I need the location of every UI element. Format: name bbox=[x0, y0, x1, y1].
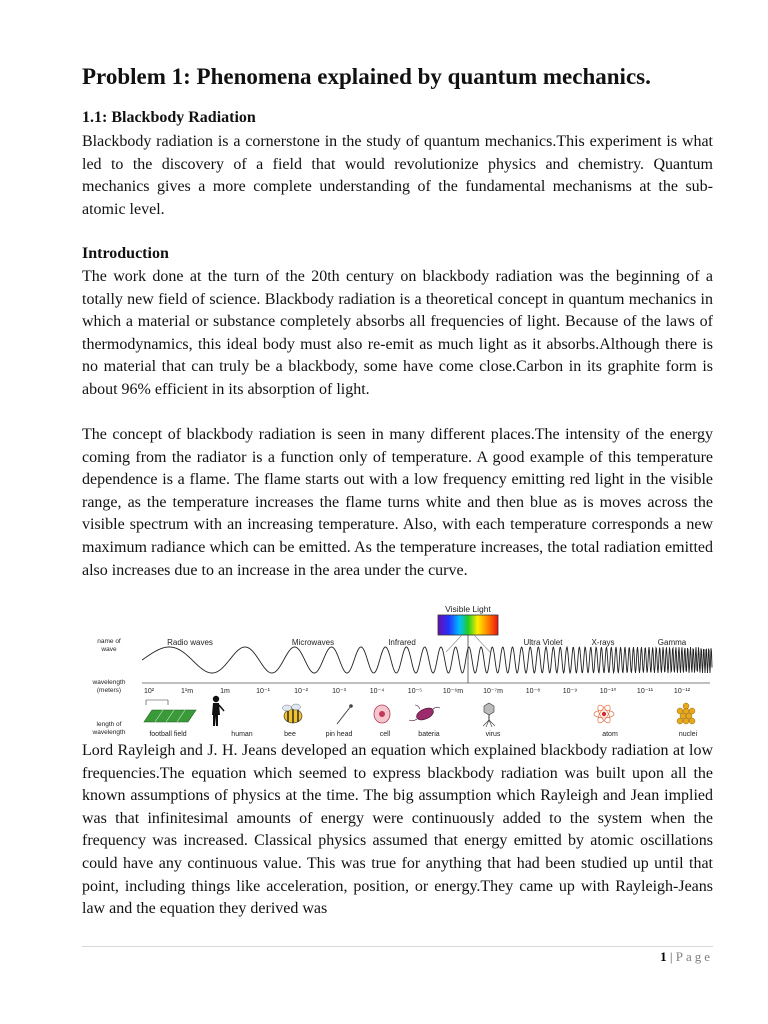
object-label: atom bbox=[602, 731, 618, 738]
wave-name-microwaves: Microwaves bbox=[291, 638, 335, 647]
human-icon bbox=[212, 696, 224, 726]
wavelength-tick: 10² bbox=[143, 688, 155, 695]
object-label: virus bbox=[485, 731, 501, 738]
page-number: 1 bbox=[660, 949, 667, 964]
row-label-length-1: length of bbox=[96, 721, 122, 728]
object-label: cell bbox=[379, 731, 391, 738]
football-field-icon bbox=[144, 700, 196, 722]
wave-name-gamma: Gamma bbox=[657, 638, 687, 647]
wave-name-ultraviolet: Ultra Violet bbox=[523, 638, 563, 647]
page-separator: | bbox=[669, 949, 673, 964]
wavelength-tick: 10⁻¹ bbox=[256, 688, 270, 695]
object-label: nuclei bbox=[678, 731, 698, 738]
visible-light-label: Visible Light bbox=[445, 604, 491, 614]
bee-icon bbox=[283, 704, 303, 723]
document-title: Problem 1: Phenomena explained by quantum mechanics. bbox=[82, 64, 651, 89]
page-word: Page bbox=[675, 949, 713, 964]
object-label: football field bbox=[149, 731, 187, 738]
row-label-wave-2: wave bbox=[101, 646, 117, 653]
atom-icon bbox=[594, 703, 614, 724]
cell-icon bbox=[374, 705, 390, 723]
electromagnetic-spectrum-figure bbox=[82, 602, 713, 740]
wavelength-tick: 10⁻⁵ bbox=[407, 688, 423, 695]
object-label: bee bbox=[284, 731, 296, 738]
visible-light-bar bbox=[438, 615, 498, 635]
wave-name-radio: Radio waves bbox=[167, 638, 213, 647]
bacteria-icon bbox=[409, 705, 440, 722]
paragraph-introduction-1: The work done at the turn of the 20th century on blackbody radiation was the beginning of a totally new field of science. Blackbody radiation is a theoretical concept in quantum mechanics in which a material or substance completely absorbs all frequencies of light. Because of the laws of thermodynamics, this ideal body must also re-emit as much light as it absorbs.Although there is no material that can truly be a blackbody, some have come close.Carbon in its graphite form is about 96% efficient in its absorption of light. bbox=[82, 268, 713, 398]
nuclei-icon bbox=[677, 703, 695, 724]
pin-head-icon bbox=[337, 704, 353, 724]
object-label: human bbox=[231, 731, 253, 738]
wavelength-tick: 10⁻¹² bbox=[673, 688, 691, 695]
section-heading-blackbody: 1.1: Blackbody Radiation bbox=[82, 109, 256, 126]
wavelength-tick: 10⁻⁹ bbox=[562, 688, 578, 695]
page-footer bbox=[660, 949, 713, 965]
virus-icon bbox=[483, 703, 495, 727]
paragraph-rayleigh-jeans: Lord Rayleigh and J. H. Jeans developed an equation which explained blackbody radiation at low frequencies.The equation which seemed to express blackbody radiation was built upon all the known assumptions of physics at the time. The big assumption which Rayleigh and Jean implied was that infinitesimal amounts of energy were continuously added to the system when the frequency was increased. Classical physics assumed that energy emitted by atomic oscillations could have any continuous value. This was true for anything that had been studied up until that point, including things like acceleration, position, or energy.They came up with Rayleigh-Jeans law and the equation they derived was bbox=[82, 742, 713, 918]
paragraph-introduction-2: The concept of blackbody radiation is seen in many different places.The intensity of the energy coming from the radiator is a function only of temperature. A good example of this temperature dependence is a flame. The flame starts out with a low frequency emitting red light in the visible range, as the temperature increases the flame turns white and then blue as is moves across the visible spectrum with an increasing temperature. Also, with each temperature corresponds a new maximum radiance which can be emitted. As the temperature increases, the total radiation emitted also increases due to an increase in the area under the curve. bbox=[82, 426, 713, 579]
row-label-length-2: wavelength bbox=[92, 729, 126, 736]
footer-divider bbox=[82, 946, 713, 947]
paragraph-blackbody: Blackbody radiation is a cornerstone in the study of quantum mechanics.This experiment is what led to the discovery of a field that would revolutionize physics and chemistry. Quantum mechanics gives a more complete understanding of the fundamental mechanisms at the sub-atomic level. bbox=[82, 133, 713, 218]
wave-curve bbox=[142, 647, 712, 673]
wavelength-tick: 10⁻⁷m bbox=[483, 688, 503, 695]
object-label: pin head bbox=[325, 731, 353, 738]
wavelength-tick: 10⁻⁶m bbox=[442, 688, 464, 695]
section-heading-introduction: Introduction bbox=[82, 245, 169, 262]
wave-name-xrays: X-rays bbox=[591, 638, 615, 647]
row-label-wavelength-1: wavelength bbox=[92, 679, 126, 686]
wavelength-tick: 10⁻⁴ bbox=[369, 688, 385, 695]
row-label-wave-1: name of bbox=[97, 638, 121, 645]
wave-name-infrared: Infrared bbox=[388, 638, 416, 647]
wavelength-tick: 1¹m bbox=[180, 688, 194, 695]
row-label-wavelength-2: (meters) bbox=[96, 687, 122, 694]
object-label: bateria bbox=[418, 731, 440, 738]
wavelength-tick: 10⁻¹⁰ bbox=[599, 688, 617, 695]
wavelength-tick: 10⁻³ bbox=[332, 688, 346, 695]
wavelength-tick: 10⁻⁸ bbox=[525, 688, 541, 695]
wavelength-tick: 1m bbox=[220, 688, 230, 695]
wavelength-tick: 10⁻² bbox=[294, 688, 308, 695]
wavelength-tick: 10⁻¹¹ bbox=[636, 688, 654, 695]
